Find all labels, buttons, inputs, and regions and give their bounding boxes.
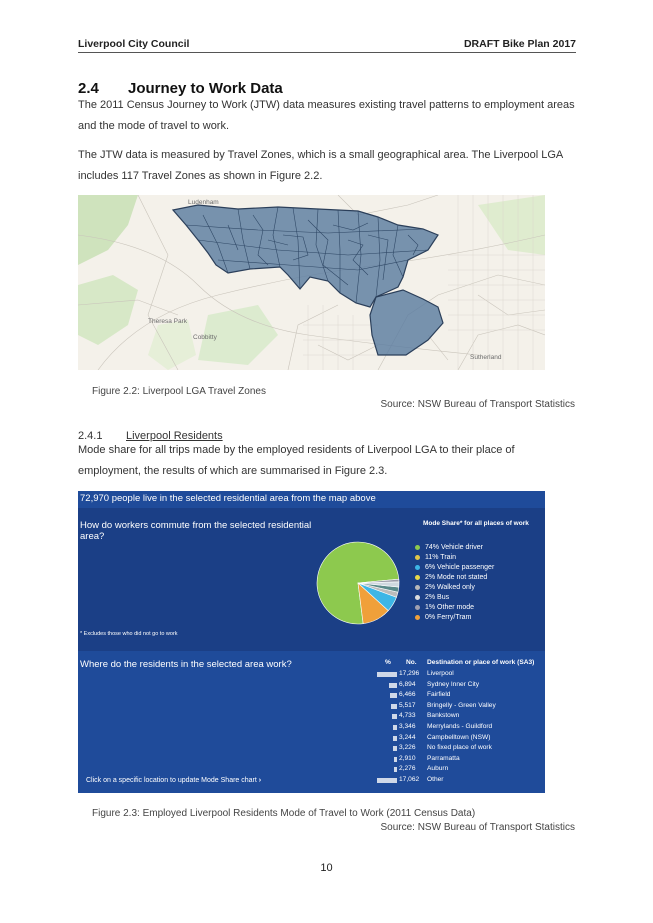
share-bar <box>393 746 397 751</box>
table-row[interactable]: 2,276 Auburn <box>375 764 545 775</box>
legend-dot <box>415 605 420 610</box>
table-row[interactable]: 2,910 Parramatta <box>375 754 545 765</box>
paragraph-1: The 2011 Census Journey to Work (JTW) data measures existing travel patterns to employment areas and the mode of travel to work. <box>78 99 575 132</box>
legend-dot <box>415 565 420 570</box>
share-bar <box>394 767 397 772</box>
legend-dot <box>415 585 420 590</box>
section-title: Journey to Work Data <box>128 80 283 97</box>
section-number: 2.4 <box>78 80 99 97</box>
table-row[interactable]: 6,466 Fairfield <box>375 690 545 701</box>
share-bar <box>393 725 397 730</box>
workplace-question: Where do the residents in the selected area work? <box>80 659 292 670</box>
mode-share-title: Mode Share* for all places of work <box>423 520 529 527</box>
table-row[interactable]: 3,226 No fixed place of work <box>375 743 545 754</box>
table-row[interactable]: 5,517 Bringelly - Green Valley <box>375 701 545 712</box>
paragraph-3: Mode share for all trips made by the employed residents of Liverpool LGA to their place of employment, the results of which are summarised in Figure 2.3. <box>78 444 515 477</box>
table-row[interactable]: 17,296 Liverpool <box>375 669 545 680</box>
header-left: Liverpool City Council <box>78 38 190 50</box>
mode-share-footnote: * Excludes those who did not go to work <box>80 631 178 637</box>
table-row[interactable]: 3,244 Campbelltown (NSW) <box>375 733 545 744</box>
share-bar <box>393 736 397 741</box>
legend-dot <box>415 575 420 580</box>
col-header-destination: Destination or place of work (SA3) <box>427 659 535 666</box>
table-row[interactable]: 17,062 Other <box>375 775 545 786</box>
map-label-cobbitty: Cobbitty <box>193 334 217 341</box>
destinations-table <box>375 669 545 786</box>
col-header-no: No. <box>406 659 417 666</box>
legend-dot <box>415 595 420 600</box>
mode-share-pie <box>316 541 400 625</box>
mode-share-legend <box>415 543 494 623</box>
legend-item: 2% Walked only <box>415 583 494 593</box>
figure-2-3-caption: Figure 2.3: Employed Liverpool Residents Mode of Travel to Work (2011 Census Data) <box>92 808 476 819</box>
dashboard-banner: 72,970 people live in the selected residential area from the map above <box>80 493 376 504</box>
subsection-number: 2.4.1 <box>78 430 103 442</box>
legend-item: 0% Ferry/Tram <box>415 613 494 623</box>
legend-item: 1% Other mode <box>415 603 494 613</box>
share-bar <box>377 778 397 783</box>
legend-item: 74% Vehicle driver <box>415 543 494 553</box>
click-note[interactable]: Click on a specific location to update Mode Share chart › <box>86 777 262 784</box>
col-header-pct: % <box>385 659 391 666</box>
header-right: DRAFT Bike Plan 2017 <box>463 38 576 50</box>
legend-dot <box>415 545 420 550</box>
table-row[interactable]: 4,733 Bankstown <box>375 711 545 722</box>
share-bar <box>390 693 397 698</box>
share-bar <box>392 714 397 719</box>
share-bar <box>394 757 397 762</box>
table-row[interactable]: 6,894 Sydney Inner City <box>375 680 545 691</box>
share-bar <box>377 672 397 677</box>
map-label-sutherland: Sutherland <box>470 354 502 361</box>
page-number: 10 <box>320 862 333 874</box>
paragraph-2: The JTW data is measured by Travel Zones, which is a small geographical area. The Liverpool LGA includes 117 Travel Zones as shown in Figure 2.2. <box>78 149 563 182</box>
share-bar <box>391 704 397 709</box>
legend-item: 2% Bus <box>415 593 494 603</box>
legend-item: 6% Vehicle passenger <box>415 563 494 573</box>
jtw-dashboard <box>78 491 545 793</box>
table-row[interactable]: 3,346 Merrylands - Guildford <box>375 722 545 733</box>
header-divider <box>78 52 576 53</box>
travel-zones-map <box>78 195 545 370</box>
share-bar <box>389 683 397 688</box>
map-label-ludenham: Ludenham <box>188 199 219 206</box>
legend-dot <box>415 615 420 620</box>
figure-2-3-source: Source: NSW Bureau of Transport Statistics <box>380 822 575 833</box>
legend-item: 11% Train <box>415 553 494 563</box>
chevron-right-icon: › <box>258 777 262 784</box>
legend-item: 2% Mode not stated <box>415 573 494 583</box>
map-label-theresa-park: Theresa Park <box>148 318 188 325</box>
commute-question: How do workers commute from the selected residential area? <box>80 520 312 542</box>
figure-2-2-source: Source: NSW Bureau of Transport Statistics <box>380 399 575 410</box>
figure-2-2-caption: Figure 2.2: Liverpool LGA Travel Zones <box>92 386 266 397</box>
legend-dot <box>415 555 420 560</box>
subsection-title: Liverpool Residents <box>126 430 223 442</box>
